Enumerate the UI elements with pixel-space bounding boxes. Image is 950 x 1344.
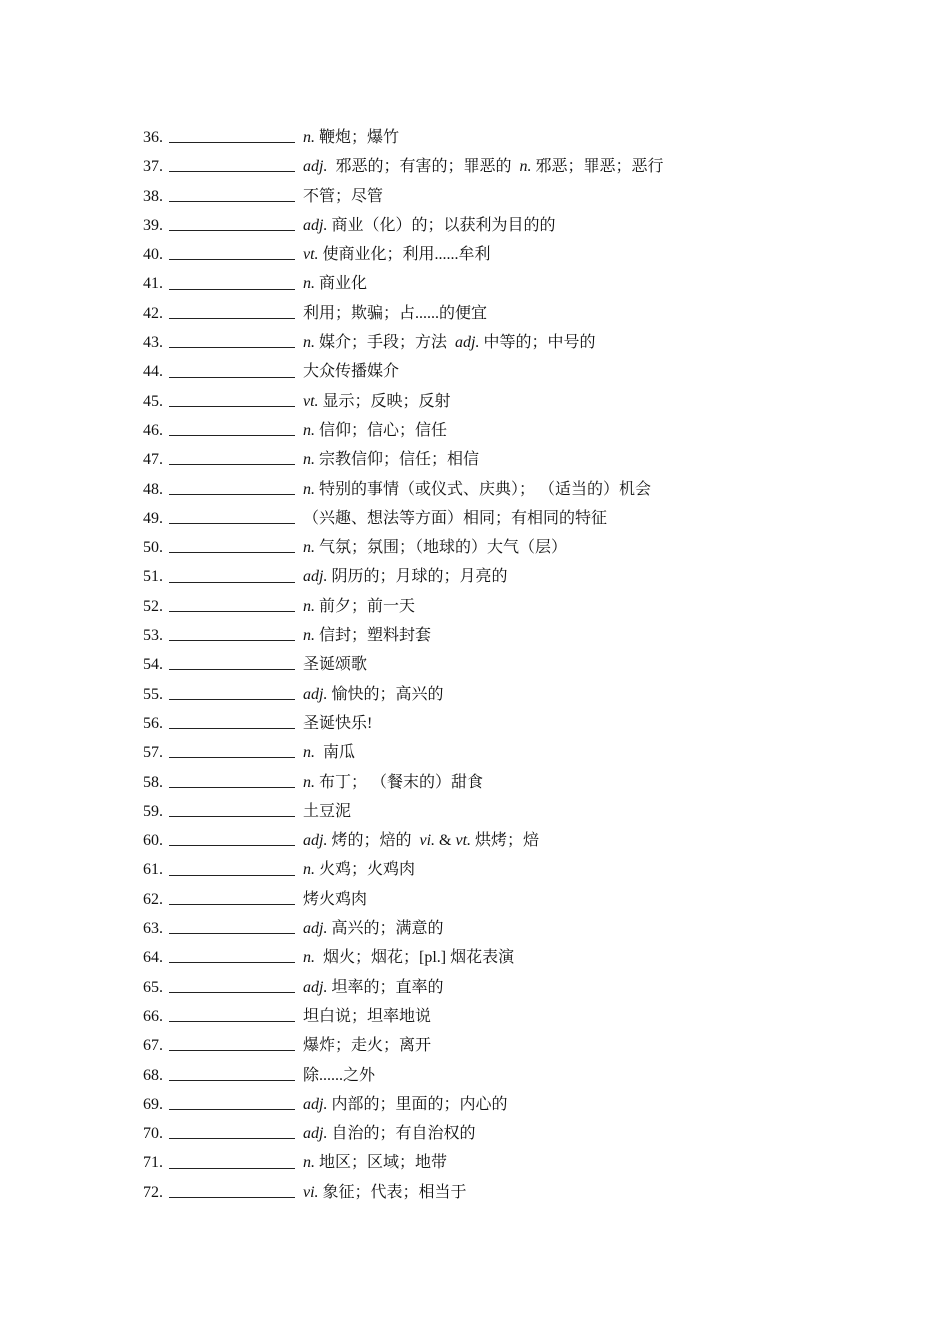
item-number: 55. xyxy=(143,685,163,703)
item-definition: adj. 邪恶的；有害的；罪恶的 n. 邪恶；罪恶；恶行 xyxy=(303,158,664,176)
item-definition: vt. 显示；反映；反射 xyxy=(303,392,451,410)
item-definition: n. 南瓜 xyxy=(303,744,356,762)
item-number: 38. xyxy=(143,187,163,205)
item-number: 44. xyxy=(143,363,163,381)
item-definition: n. 烟火；烟花；[pl.] 烟花表演 xyxy=(303,949,515,967)
item-number: 57. xyxy=(143,744,163,762)
answer-blank[interactable] xyxy=(169,683,295,700)
item-number: 61. xyxy=(143,861,163,879)
vocabulary-item xyxy=(143,768,863,797)
vocabulary-item xyxy=(143,269,863,298)
item-definition: n. 地区；区域；地带 xyxy=(303,1154,448,1172)
item-definition: 不管；尽管 xyxy=(303,187,384,205)
item-number: 45. xyxy=(143,392,163,410)
item-number: 72. xyxy=(143,1183,163,1201)
item-number: 60. xyxy=(143,832,163,850)
vocabulary-item xyxy=(143,299,863,328)
vocabulary-item xyxy=(143,650,863,679)
vocabulary-item xyxy=(143,1148,863,1177)
vocabulary-item xyxy=(143,211,863,240)
item-definition: n. 信仰；信心；信任 xyxy=(303,421,448,439)
item-number: 37. xyxy=(143,158,163,176)
answer-blank[interactable] xyxy=(169,507,295,524)
vocabulary-list xyxy=(143,123,863,1207)
answer-blank[interactable] xyxy=(169,185,295,202)
vocabulary-item xyxy=(143,328,863,357)
vocabulary-item xyxy=(143,387,863,416)
answer-blank[interactable] xyxy=(169,859,295,876)
item-definition: n. 商业化 xyxy=(303,275,368,293)
answer-blank[interactable] xyxy=(169,419,295,436)
vocabulary-item xyxy=(143,914,863,943)
item-definition: adj. 商业（化）的；以获利为目的的 xyxy=(303,216,556,234)
item-number: 62. xyxy=(143,890,163,908)
answer-blank[interactable] xyxy=(169,126,295,143)
answer-blank[interactable] xyxy=(169,448,295,465)
item-number: 52. xyxy=(143,597,163,615)
item-definition: n. 布丁； （餐末的）甜食 xyxy=(303,773,484,791)
vocabulary-item xyxy=(143,738,863,767)
vocabulary-item xyxy=(143,416,863,445)
item-definition: n. 鞭炮；爆竹 xyxy=(303,129,400,146)
item-number: 49. xyxy=(143,509,163,527)
item-definition: 圣诞颂歌 xyxy=(303,656,368,674)
item-definition: 烤火鸡肉 xyxy=(303,890,368,908)
vocabulary-item xyxy=(143,123,863,152)
vocabulary-item xyxy=(143,240,863,269)
vocabulary-item xyxy=(143,797,863,826)
vocabulary-item xyxy=(143,621,863,650)
item-definition: n. 特别的事情（或仪式、庆典）； （适当的）机会 xyxy=(303,480,652,498)
vocabulary-item xyxy=(143,1119,863,1148)
answer-blank[interactable] xyxy=(169,888,295,905)
item-number: 36. xyxy=(143,129,163,146)
item-definition: 大众传播媒介 xyxy=(303,363,400,381)
answer-blank[interactable] xyxy=(169,653,295,670)
vocabulary-item xyxy=(143,885,863,914)
item-definition: n. 媒介；手段；方法 adj. 中等的；中号的 xyxy=(303,334,596,352)
item-definition: n. 信封；塑料封套 xyxy=(303,627,432,645)
item-number: 47. xyxy=(143,451,163,469)
answer-blank[interactable] xyxy=(169,536,295,553)
item-definition: adj. 坦率的；直率的 xyxy=(303,978,444,996)
item-number: 43. xyxy=(143,334,163,352)
answer-blank[interactable] xyxy=(169,829,295,846)
answer-blank[interactable] xyxy=(169,624,295,641)
answer-blank[interactable] xyxy=(169,741,295,758)
answer-blank[interactable] xyxy=(169,771,295,788)
vocabulary-item xyxy=(143,182,863,211)
item-number: 66. xyxy=(143,1007,163,1025)
item-number: 42. xyxy=(143,304,163,322)
item-number: 59. xyxy=(143,802,163,820)
item-number: 50. xyxy=(143,539,163,557)
answer-blank[interactable] xyxy=(169,155,295,172)
item-definition: vi. 象征；代表；相当于 xyxy=(303,1183,467,1201)
answer-blank[interactable] xyxy=(169,1005,295,1022)
answer-blank[interactable] xyxy=(169,331,295,348)
item-definition: adj. 烤的；焙的 vi. & vt. 烘烤；焙 xyxy=(303,832,540,850)
answer-blank[interactable] xyxy=(169,917,295,934)
item-definition: 除......之外 xyxy=(303,1066,376,1084)
item-definition: 圣诞快乐! xyxy=(303,714,373,732)
vocabulary-item xyxy=(143,533,863,562)
item-number: 65. xyxy=(143,978,163,996)
vocabulary-item xyxy=(143,680,863,709)
answer-blank[interactable] xyxy=(169,1034,295,1051)
vocabulary-item xyxy=(143,709,863,738)
item-definition: vt. 使商业化；利用......牟利 xyxy=(303,246,491,264)
item-number: 40. xyxy=(143,246,163,264)
item-definition: adj. 内部的；里面的；内心的 xyxy=(303,1095,508,1113)
item-number: 51. xyxy=(143,568,163,586)
vocabulary-item xyxy=(143,973,863,1002)
answer-blank[interactable] xyxy=(169,478,295,495)
answer-blank[interactable] xyxy=(169,595,295,612)
item-number: 58. xyxy=(143,773,163,791)
answer-blank[interactable] xyxy=(169,1093,295,1110)
vocabulary-item xyxy=(143,562,863,591)
item-number: 71. xyxy=(143,1154,163,1172)
vocabulary-item xyxy=(143,1002,863,1031)
item-number: 70. xyxy=(143,1125,163,1143)
answer-blank[interactable] xyxy=(169,946,295,963)
vocabulary-item xyxy=(143,592,863,621)
item-definition: n. 气氛；氛围；（地球的）大气（层） xyxy=(303,539,568,557)
item-number: 56. xyxy=(143,714,163,732)
vocabulary-item xyxy=(143,1031,863,1060)
answer-blank[interactable] xyxy=(169,243,295,260)
item-definition: n. 前夕；前一天 xyxy=(303,597,416,615)
answer-blank[interactable] xyxy=(169,390,295,407)
answer-blank[interactable] xyxy=(169,976,295,993)
answer-blank[interactable] xyxy=(169,273,295,290)
item-number: 48. xyxy=(143,480,163,498)
item-number: 69. xyxy=(143,1095,163,1113)
item-number: 53. xyxy=(143,627,163,645)
item-definition: n. 火鸡；火鸡肉 xyxy=(303,861,416,879)
item-definition: adj. 阴历的；月球的；月亮的 xyxy=(303,568,508,586)
answer-blank[interactable] xyxy=(169,1152,295,1169)
item-number: 41. xyxy=(143,275,163,293)
item-definition: 土豆泥 xyxy=(303,802,352,820)
item-number: 68. xyxy=(143,1066,163,1084)
item-number: 67. xyxy=(143,1037,163,1055)
item-number: 54. xyxy=(143,656,163,674)
answer-blank[interactable] xyxy=(169,1181,295,1198)
vocabulary-item xyxy=(143,475,863,504)
item-definition: 坦白说；坦率地说 xyxy=(303,1007,432,1025)
vocabulary-item xyxy=(143,357,863,386)
answer-blank[interactable] xyxy=(169,800,295,817)
vocabulary-item xyxy=(143,152,863,181)
item-definition: 利用；欺骗；占......的便宜 xyxy=(303,304,488,322)
item-definition: 爆炸；走火；离开 xyxy=(303,1037,432,1055)
item-definition: adj. 愉快的；高兴的 xyxy=(303,685,444,703)
item-number: 64. xyxy=(143,949,163,967)
item-definition: adj. 高兴的；满意的 xyxy=(303,920,444,938)
answer-blank[interactable] xyxy=(169,361,295,378)
vocabulary-item xyxy=(143,504,863,533)
vocabulary-item xyxy=(143,826,863,855)
item-definition: （兴趣、想法等方面）相同；有相同的特征 xyxy=(303,509,608,527)
answer-blank[interactable] xyxy=(169,302,295,319)
vocabulary-item xyxy=(143,855,863,884)
vocabulary-item xyxy=(143,1090,863,1119)
vocabulary-item xyxy=(143,1178,863,1207)
item-number: 63. xyxy=(143,920,163,938)
vocabulary-item xyxy=(143,445,863,474)
item-definition: n. 宗教信仰；信任；相信 xyxy=(303,451,480,469)
vocabulary-item xyxy=(143,1061,863,1090)
answer-blank[interactable] xyxy=(169,214,295,231)
vocabulary-item xyxy=(143,943,863,972)
answer-blank[interactable] xyxy=(169,566,295,583)
answer-blank[interactable] xyxy=(169,712,295,729)
answer-blank[interactable] xyxy=(169,1122,295,1139)
item-definition: adj. 自治的；有自治权的 xyxy=(303,1125,476,1143)
answer-blank[interactable] xyxy=(169,1064,295,1081)
item-number: 39. xyxy=(143,216,163,234)
item-number: 46. xyxy=(143,421,163,439)
